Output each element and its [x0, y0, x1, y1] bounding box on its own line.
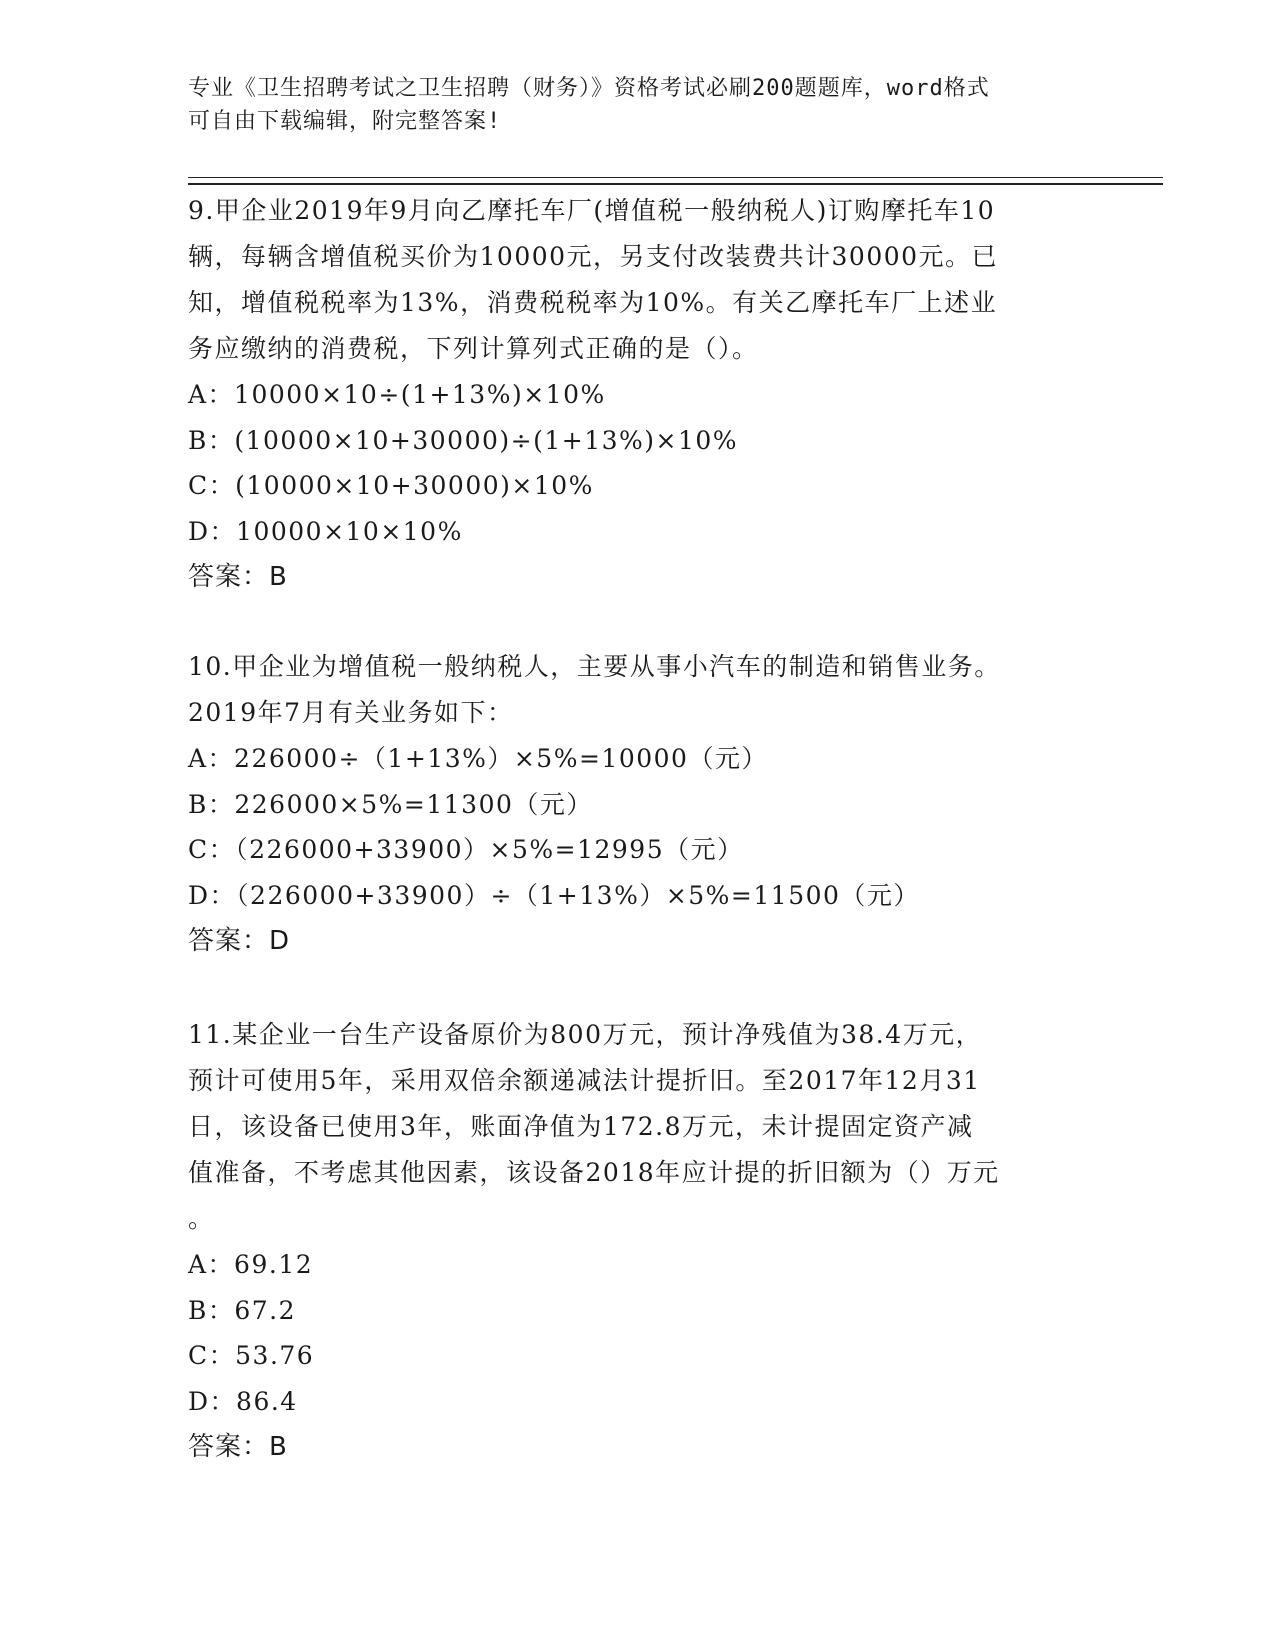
- option-a: A：226000÷（1+13%）×5%=10000（元）: [188, 744, 768, 773]
- question-line: 务应缴纳的消费税，下列计算列式正确的是（）。: [188, 334, 759, 363]
- question-line: 知，增值税税率为13%，消费税税率为10%。有关乙摩托车厂上述业: [188, 288, 998, 317]
- option-d: D：10000×10×10%: [188, 516, 463, 546]
- answer-line: 答案：B: [188, 1432, 288, 1462]
- option-d: D：86.4: [188, 1386, 298, 1416]
- question-line: 2019年7月有关业务如下：: [188, 698, 514, 727]
- question-line: 辆，每辆含增值税买价为10000元，另支付改装费共计30000元。已: [188, 242, 999, 271]
- document-header: [188, 72, 1088, 138]
- question-9: [188, 188, 1088, 600]
- option-c: C：53.76: [188, 1341, 315, 1370]
- answer-line: 答案：B: [188, 562, 288, 592]
- question-11: [188, 1012, 1088, 1470]
- question-line: 10.甲企业为增值税一般纳税人，主要从事小汽车的制造和销售业务。: [188, 652, 1001, 681]
- option-a: A：10000×10÷(1+13%)×10%: [188, 380, 606, 409]
- question-line: 。: [188, 1204, 215, 1233]
- answer-line: 答案：D: [188, 926, 291, 956]
- header-line-2: 可自由下载编辑，附完整答案!: [188, 109, 502, 134]
- question-line: 日，该设备已使用3年，账面净值为172.8万元，未计提固定资产减: [188, 1112, 974, 1141]
- option-b: B：67.2: [188, 1295, 297, 1325]
- question-line: 预计可使用5年，采用双倍余额递减法计提折旧。至2017年12月31: [188, 1066, 981, 1095]
- question-line: 11.某企业一台生产设备原价为800万元，预计净残值为38.4万元，: [188, 1020, 983, 1049]
- option-b: B：(10000×10+30000)÷(1+13%)×10%: [188, 425, 739, 455]
- question-line: 9.甲企业2019年9月向乙摩托车厂(增值税一般纳税人)订购摩托车10: [188, 196, 996, 225]
- header-divider: [188, 177, 1163, 178]
- question-10: [188, 644, 1088, 964]
- header-line-1: 专业《卫生招聘考试之卫生招聘（财务）》资格考试必刷200题题库，word格式: [188, 76, 990, 101]
- option-c: C：（226000+33900）×5%=12995（元）: [188, 835, 744, 864]
- question-line: 值准备，不考虑其他因素，该设备2018年应计提的折旧额为（）万元: [188, 1158, 1000, 1187]
- option-c: C：(10000×10+30000)×10%: [188, 471, 594, 500]
- option-d: D：（226000+33900）÷（1+13%）×5%=11500（元）: [188, 880, 920, 910]
- header-divider-thick: [188, 183, 1163, 185]
- option-a: A：69.12: [188, 1250, 314, 1279]
- option-b: B：226000×5%=11300（元）: [188, 789, 593, 819]
